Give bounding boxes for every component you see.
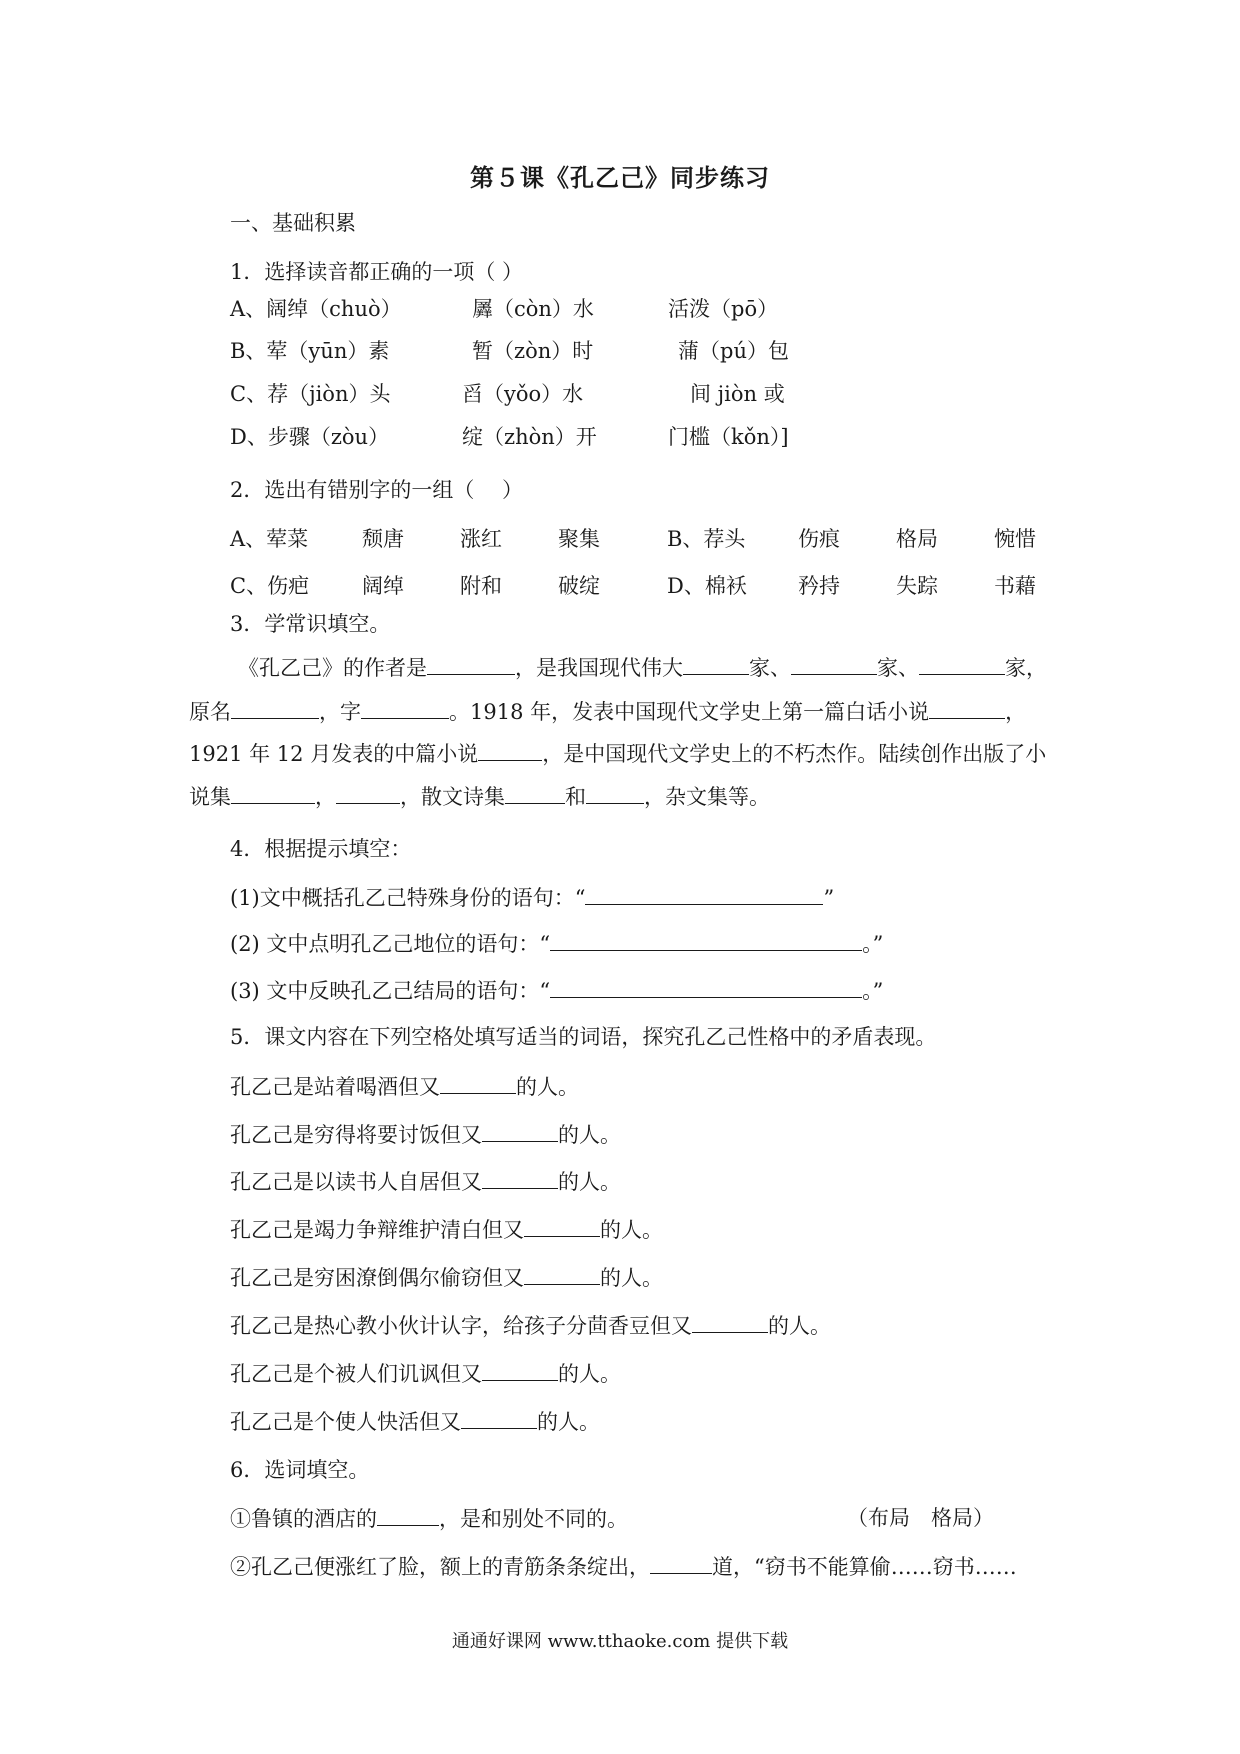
question-2-stem: 2．选出有错别字的一组（ ） [230,478,524,502]
q5-text: 的人。 [516,1075,579,1099]
fill-blank[interactable] [478,738,542,761]
q6-item-1 [230,1503,628,1534]
q5-item [230,1119,621,1150]
q3-text: ， [1005,700,1027,724]
q3-text: 《孔乙己》的作者是 [238,656,427,680]
question-6-stem: 6．选词填空。 [230,1458,370,1482]
q2-word: D、棉袄 [667,574,747,598]
q1-option-a-1: A、阔绰（chuò） [230,297,402,321]
fill-blank[interactable] [482,1119,558,1142]
page-title: 第５课《孔乙己》同步练习 [470,164,770,192]
fill-blank[interactable] [505,781,565,804]
q5-item [230,1262,663,1293]
fill-blank[interactable] [524,1262,600,1285]
q3-text: 家、 [749,656,791,680]
q3-text: 家、 [877,656,919,680]
q5-text: 孔乙己是以读书人自居但又 [230,1170,482,1194]
fill-blank[interactable] [791,652,877,675]
question-1-stem: 1．选择读音都正确的一项（ ） [230,260,524,284]
q6-text: ，是和别处不同的。 [439,1507,628,1531]
q5-text: 的人。 [558,1362,621,1386]
q2-word: 聚集 [558,527,600,551]
q2-word: 书藉 [994,574,1036,598]
q2-word: 附和 [460,574,502,598]
q5-text: 的人。 [600,1266,663,1290]
q2-word: 颓唐 [362,527,404,551]
q3-text: 原名 [189,700,231,724]
fill-blank[interactable] [361,696,449,719]
q6-text: 道，“窃书不能算偷……窃书…… [712,1555,1017,1579]
q4-text: (2) 文中点明孔乙己地位的语句：“ [230,932,551,956]
fill-blank[interactable] [231,696,319,719]
q4-text: (3) 文中反映孔乙己结局的语句：“ [230,979,551,1003]
section-heading: 一、基础积累 [230,211,356,235]
q1-option-a-3: 活泼（pō） [668,297,779,321]
fill-blank[interactable] [919,652,1005,675]
q5-text: 孔乙己是站着喝酒但又 [230,1075,440,1099]
q1-option-d-3: 门槛（kǒn）] [668,425,789,449]
q2-word: 阔绰 [362,574,404,598]
fill-blank[interactable] [440,1071,516,1094]
q2-word: C、伤疤 [230,574,310,598]
q6-word-choices: （布局 格局） [847,1506,994,1530]
q3-text: ， [315,785,336,809]
q5-text: 的人。 [558,1123,621,1147]
q3-text: 。1918 年，发表中国现代文学史上第一篇白话小说 [449,700,930,724]
fill-blank[interactable] [550,975,862,998]
q6-item-2 [230,1551,1017,1582]
q5-text: 孔乙己是个使人快活但又 [230,1410,461,1434]
q3-line-1 [238,652,1047,683]
fill-blank[interactable] [929,696,1005,719]
q3-text: 和 [565,785,586,809]
question-3-stem: 3．学常识填空。 [230,612,391,636]
q5-text: 的人。 [768,1314,831,1338]
q5-item [230,1071,579,1102]
fill-blank[interactable] [585,882,823,905]
q2-word: 伤痕 [798,527,840,551]
q4-item-2 [230,928,883,959]
q5-text: 的人。 [600,1218,663,1242]
fill-blank[interactable] [586,781,644,804]
q2-word: 格局 [896,527,938,551]
fill-blank[interactable] [377,1503,439,1526]
fill-blank[interactable] [650,1551,712,1574]
q5-item [230,1358,621,1389]
q3-text: ，字 [319,700,361,724]
q5-text: 孔乙己是竭力争辩维护清白但又 [230,1218,524,1242]
q6-text: ①鲁镇的酒店的 [230,1507,377,1531]
q5-text: 的人。 [537,1410,600,1434]
q5-text: 的人。 [558,1170,621,1194]
q3-text: ，杂文集等。 [644,785,770,809]
q3-text: 说集 [189,785,231,809]
q1-option-a-2: 羼（còn）水 [472,297,594,321]
question-4-stem: 4．根据提示填空： [230,837,412,861]
q3-text: ，散文诗集 [400,785,505,809]
q5-text: 孔乙己是热心教小伙计认字，给孩子分茴香豆但又 [230,1314,692,1338]
q4-text: (1)文中概括孔乙己特殊身份的语句：“ [230,886,586,910]
q1-option-b-2: 暂（zòn）时 [472,339,594,363]
q5-text: 孔乙己是穷困潦倒偶尔偷窃但又 [230,1266,524,1290]
q2-word: 惋惜 [994,527,1036,551]
fill-blank[interactable] [524,1214,600,1237]
q4-text: ” [823,886,835,910]
q5-item [230,1166,621,1197]
q5-text: 孔乙己是个被人们讥讽但又 [230,1362,482,1386]
q3-text: ，是我国现代伟大 [515,656,683,680]
q5-item [230,1406,600,1437]
q1-option-c-1: C、荐（jiòn）头 [230,382,391,406]
q3-line-2 [189,696,1026,727]
page-footer: 通通好课网 www.tthaoke.com 提供下载 [451,1631,789,1652]
fill-blank[interactable] [482,1166,558,1189]
q4-text: 。” [862,932,884,956]
q1-option-b-3: 蒲（pú）包 [678,339,789,363]
q1-option-d-1: D、步骤（zòu） [230,425,390,449]
fill-blank[interactable] [482,1358,558,1381]
q3-text: ，是中国现代文学史上的不朽杰作。陆续创作出版了小 [542,742,1047,766]
q1-option-b-1: B、荤（yūn）素 [230,339,390,363]
q4-item-3 [230,975,883,1006]
fill-blank[interactable] [683,652,749,675]
fill-blank[interactable] [231,781,315,804]
q3-line-3 [189,738,1046,769]
fill-blank[interactable] [461,1406,537,1429]
q2-word: 涨红 [460,527,502,551]
q1-option-c-2: 舀（yǒo）水 [462,382,584,406]
q1-option-d-2: 绽（zhòn）开 [462,425,597,449]
q5-item [230,1310,831,1341]
q1-option-c-3: 间 jiòn 或 [690,382,785,406]
fill-blank[interactable] [427,652,515,675]
q2-word: 破绽 [558,574,600,598]
q3-text: 家， [1005,656,1047,680]
q2-word: A、荤菜 [230,527,309,551]
question-5-stem: 5．课文内容在下列空格处填写适当的词语，探究孔乙己性格中的矛盾表现。 [230,1025,937,1049]
q3-text: 1921 年 12 月发表的中篇小说 [189,742,479,766]
fill-blank[interactable] [336,781,400,804]
q4-item-1 [230,882,834,913]
q5-text: 孔乙己是穷得将要讨饭但又 [230,1123,482,1147]
q6-text: ②孔乙己便涨红了脸，额上的青筋条条绽出， [230,1555,650,1579]
fill-blank[interactable] [692,1310,768,1333]
q2-word: B、荐头 [667,527,746,551]
q3-line-4 [189,781,770,812]
q2-word: 矜持 [798,574,840,598]
q5-item [230,1214,663,1245]
q4-text: 。” [862,979,884,1003]
q2-word: 失踪 [896,574,938,598]
fill-blank[interactable] [550,928,862,951]
